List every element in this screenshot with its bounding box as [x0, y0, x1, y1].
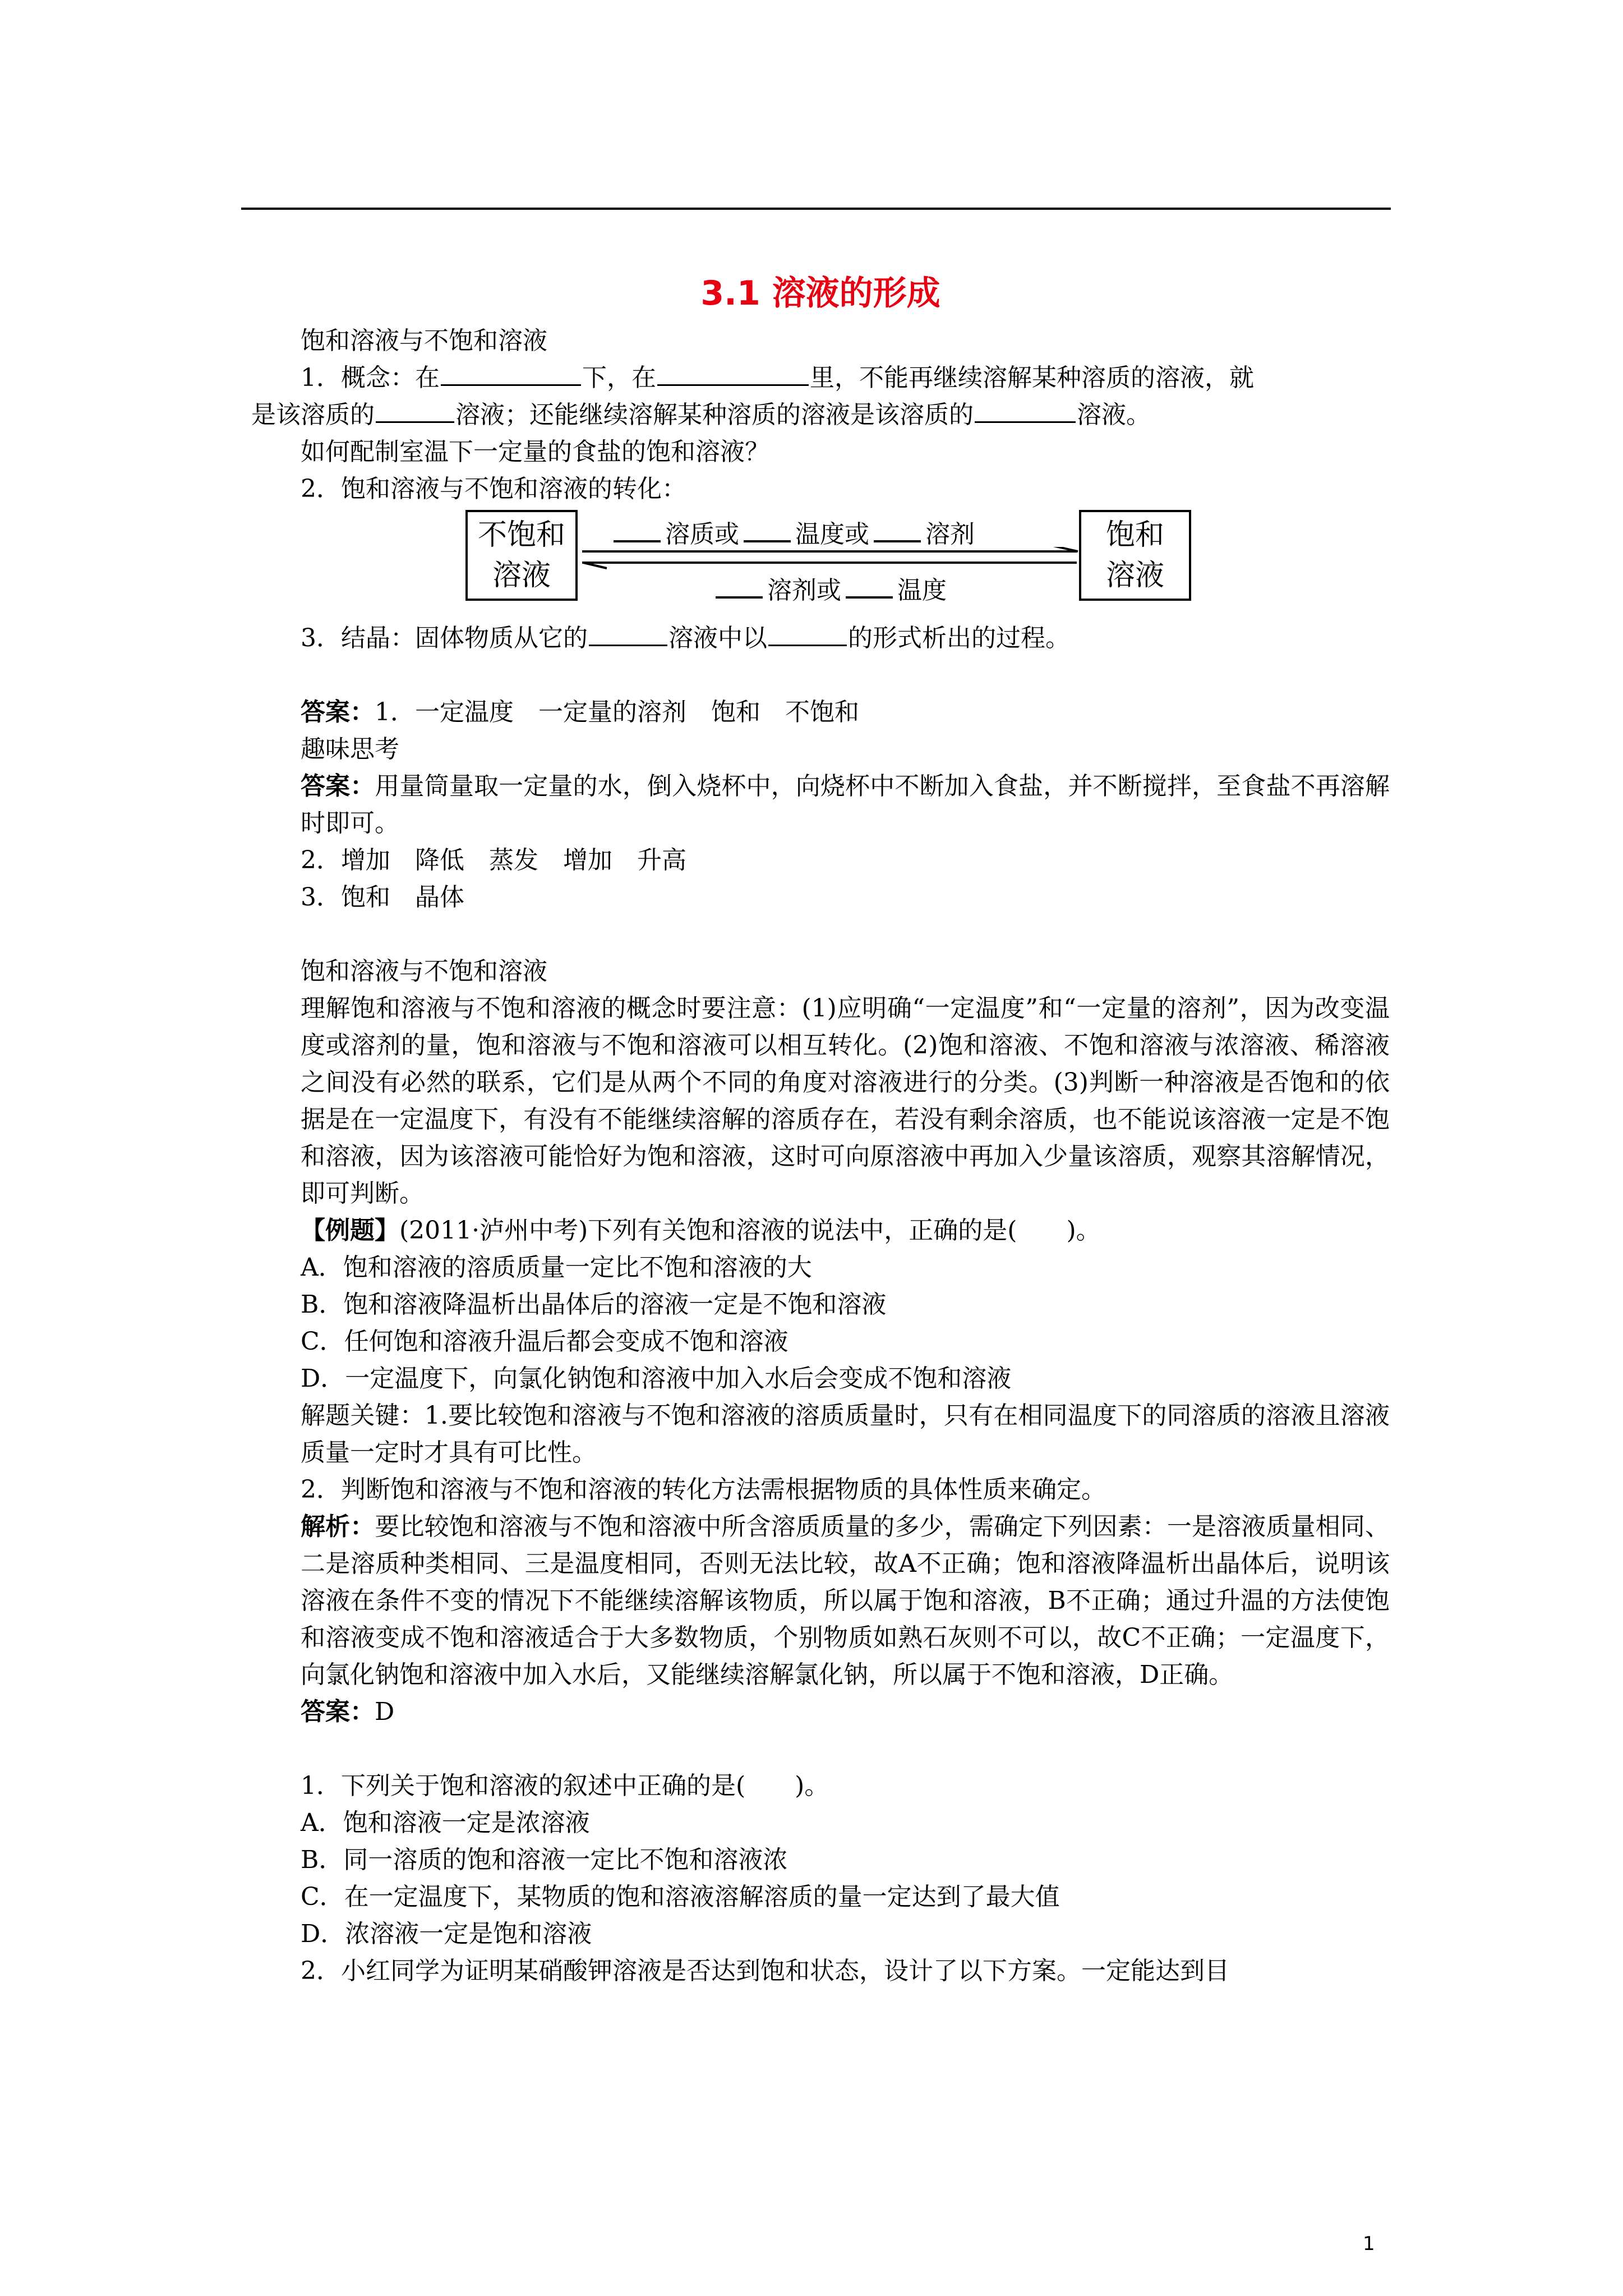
solution-key-1: 解题关键：1.要比较饱和溶液与不饱和溶液的溶质质量时，只有在相同温度下的同溶质的溶液且溶液质量一定时才具有可比性。: [301, 1401, 1390, 1467]
page-number: 1: [1363, 2233, 1375, 2255]
section-heading: 饱和溶液与不饱和溶液: [301, 326, 547, 355]
example-option: C．任何饱和溶液升温后都会变成不饱和溶液: [301, 1327, 789, 1356]
exercise-2: 2．小红同学为证明某硝酸钾溶液是否达到饱和状态，设计了以下方案。一定能达到目: [301, 1957, 1229, 1985]
conversion-arrows: [582, 547, 1079, 569]
example-answer: 答案：D: [301, 1697, 395, 1726]
answer-1: 答案：1．一定温度 一定量的溶剂 饱和 不饱和: [301, 698, 859, 726]
page-title: 3.1 溶液的形成: [700, 274, 940, 313]
example-stem: 【例题】(2011·泸州中考)下列有关饱和溶液的说法中，正确的是( )。: [301, 1216, 1101, 1245]
conversion-diagram: [251, 508, 1390, 620]
fill-blank: [441, 360, 581, 386]
unsaturated-box: 不饱和 溶液: [465, 510, 578, 601]
fun-label: 趣味思考: [301, 735, 399, 763]
conversion-heading: 2．饱和溶液与不饱和溶液的转化：: [301, 475, 686, 503]
exercise-option: C．在一定温度下，某物质的饱和溶液溶解溶质的量一定达到了最大值: [301, 1883, 1060, 1911]
diagram-bottom-label: 溶剂或 温度: [711, 574, 947, 605]
example-option: B．饱和溶液降温析出晶体后的溶液一定是不饱和溶液: [301, 1290, 887, 1319]
fill-blank: [657, 360, 809, 386]
content: [251, 266, 1390, 1990]
fill-blank: [376, 397, 454, 423]
solution-key-2: 2．判断饱和溶液与不饱和溶液的转化方法需根据物质的具体性质来确定。: [301, 1475, 1106, 1504]
analysis-paragraph: 解析：要比较饱和溶液与不饱和溶液中所含溶质质量的多少，需确定下列因素：一是溶液质量相同、二是溶质种类相同、三是温度相同，否则无法比较，故A不正确；饱和溶液降温析出晶体后，说明该溶液在条件不变的情况下不能继续溶解该物质，所以属于饱和溶液，B不正确；通过升温的方法使饱和溶液变成不饱和溶液适合于大多数物质，个别物质如熟石灰则不可以，故C不正确；一定温度下，向氯化钠饱和溶液中加入水后，又能继续溶解氯化钠，所以属于不饱和溶液，D正确。: [301, 1512, 1390, 1689]
fill-blank: [975, 397, 1076, 423]
example-option: D．一定温度下，向氯化钠饱和溶液中加入水后会变成不饱和溶液: [301, 1364, 1012, 1393]
concept-line-2: 是该溶质的 溶液；还能继续溶解某种溶质的溶液是该溶质的 溶液。: [251, 397, 1390, 434]
answer-3: 3．饱和 晶体: [301, 883, 464, 912]
fill-blank: [768, 620, 847, 646]
explanation-paragraph: 理解饱和溶液与不饱和溶液的概念时要注意：(1)应明确“一定温度”和“一定量的溶剂”，因为改变温度或溶剂的量，饱和溶液与不饱和溶液可以相互转化。(2)饱和溶液、不饱和溶液与浓溶液、稀溶液之间没有必然的联系，它们是从两个不同的角度对溶液进行的分类。(3)判断一种溶液是否饱和的依据是在一定温度下，有没有不能继续溶解的溶质存在，若没有剩余溶质，也不能说该溶液一定是不饱和溶液，因为该溶液可能恰好为饱和溶液，这时可向原溶液中再加入少量该溶质，观察其溶解情况，即可判断。: [301, 994, 1390, 1208]
fill-blank: [589, 620, 667, 646]
header-rule: [241, 208, 1391, 210]
crystallization-line: 3．结晶：固体物质从它的 溶液中以 的形式析出的过程。: [251, 620, 1390, 657]
diagram-top-label: 溶质或 温度或 溶剂: [609, 518, 975, 549]
exercise-option: A．饱和溶液一定是浓溶液: [301, 1809, 590, 1837]
concept-line-1: 1．概念：在 下，在 里，不能再继续溶解某种溶质的溶液，就: [251, 360, 1390, 397]
exercise-option: B．同一溶质的饱和溶液一定比不饱和溶液浓: [301, 1846, 788, 1874]
answer-2: 2．增加 降低 蒸发 增加 升高: [301, 846, 686, 875]
exercise-1: 1．下列关于饱和溶液的叙述中正确的是( )。: [301, 1772, 829, 1800]
fun-question: 如何配制室温下一定量的食盐的饱和溶液？: [301, 438, 769, 466]
example-option: A．饱和溶液的溶质质量一定比不饱和溶液的大: [301, 1253, 812, 1282]
section-heading-2: 饱和溶液与不饱和溶液: [301, 957, 547, 986]
fun-answer: 答案：用量筒量取一定量的水，倒入烧杯中，向烧杯中不断加入食盐，并不断搅拌，至食盐不再溶解时即可。: [301, 772, 1390, 838]
exercise-option: D．浓溶液一定是饱和溶液: [301, 1920, 592, 1948]
saturated-box: 饱和 溶液: [1079, 510, 1191, 601]
